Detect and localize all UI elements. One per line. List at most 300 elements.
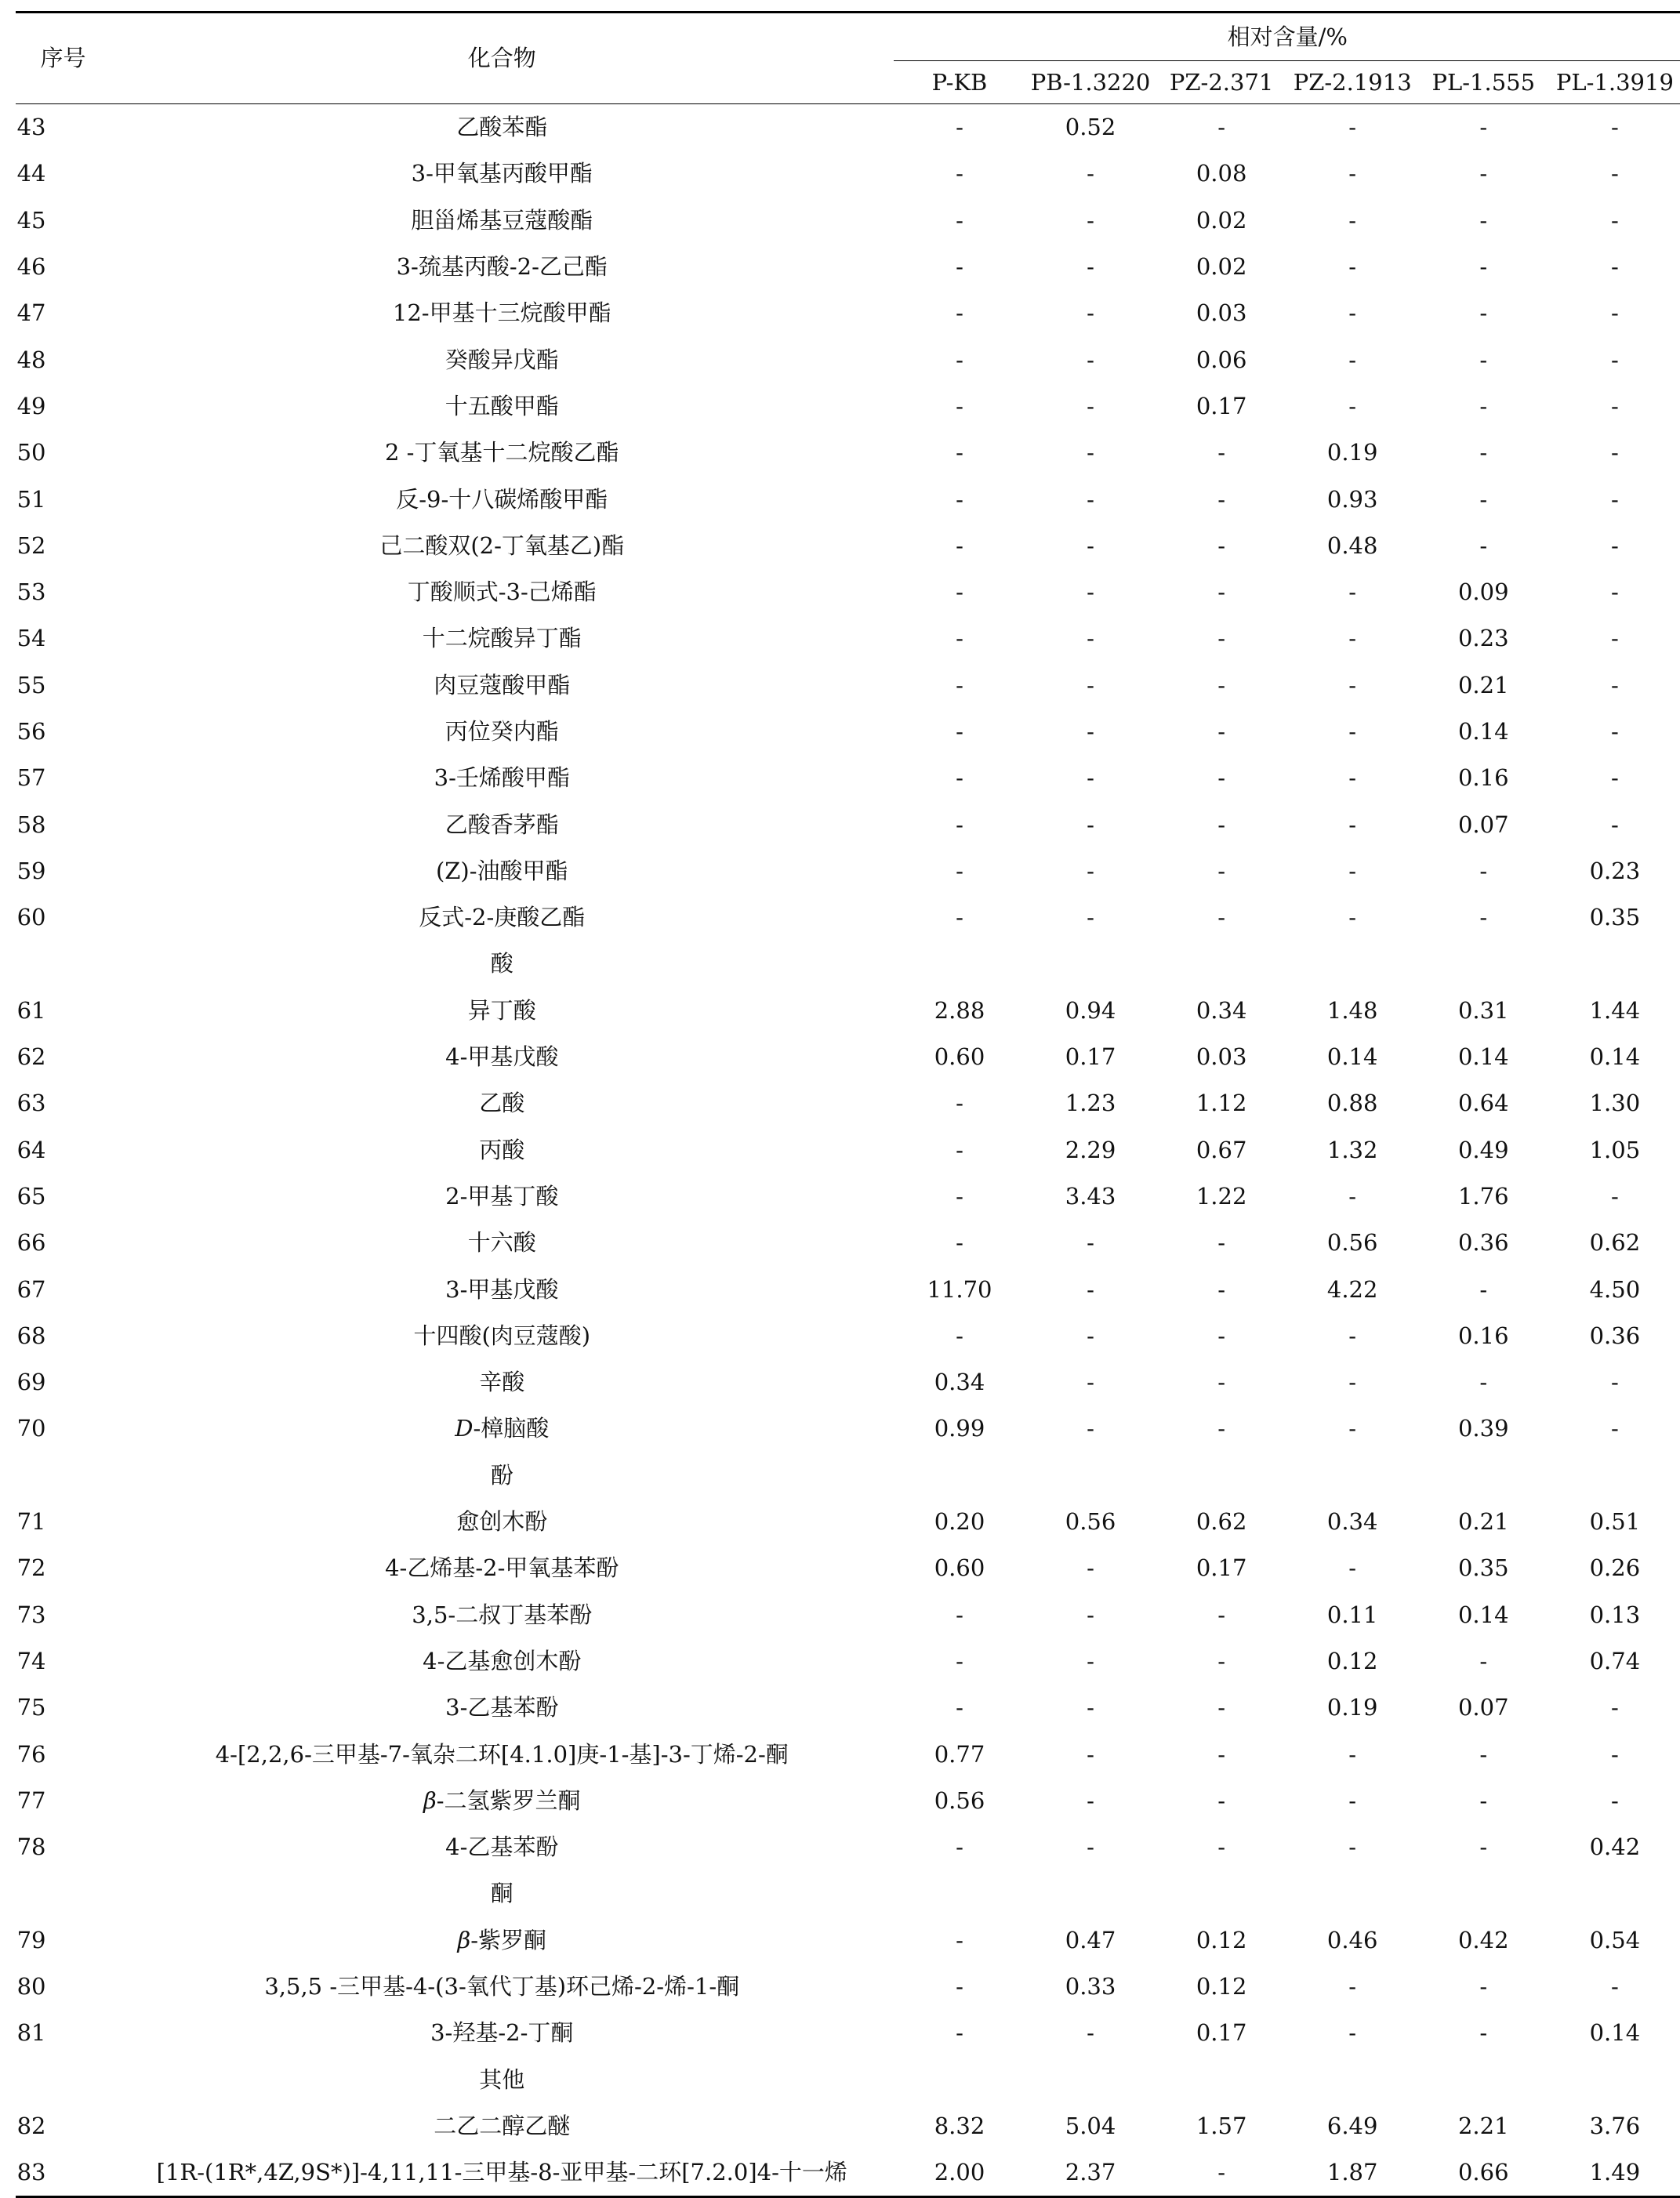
category-row-empty (1025, 2056, 1156, 2102)
content-value: - (1479, 1786, 1488, 1814)
content-value: 4.50 (1589, 1275, 1641, 1303)
content-value: 0.88 (1326, 1090, 1378, 1117)
content-value: 0.66 (1418, 2149, 1549, 2197)
compound-name: 2 -丁氧基十二烷酸乙酯 (385, 439, 619, 466)
category-row-no (16, 1453, 110, 1499)
content-value: 1.30 (1589, 1090, 1641, 1117)
category-row (16, 1870, 1680, 1917)
content-value: - (1087, 671, 1094, 698)
content-value: - (1087, 253, 1094, 281)
row-number: 70 (16, 1415, 46, 1442)
content-value: - (1479, 299, 1488, 327)
content-value: - (1348, 253, 1357, 281)
row-number: 48 (16, 346, 46, 373)
content-value: 0.42 (1457, 1926, 1509, 1953)
compound-content-table (16, 11, 1680, 2198)
content-value: - (956, 392, 963, 419)
compound-name: 愈创木酚 (456, 1508, 548, 1536)
content-value: 0.20 (934, 1508, 985, 1536)
content-value: 1.48 (1326, 996, 1378, 1024)
content-value: - (1087, 2019, 1094, 2047)
compound-name: 3-羟基-2-丁酮 (430, 2019, 574, 2047)
content-value: - (956, 718, 963, 745)
row-number: 66 (16, 1229, 46, 1257)
content-value: - (1348, 160, 1357, 187)
content-value: 0.26 (1589, 1554, 1641, 1582)
compound-name: 十五酸甲酯 (444, 392, 559, 419)
compound-name: 4-乙基愈创木酚 (423, 1647, 582, 1674)
content-value: - (1087, 1647, 1094, 1674)
content-value: - (1348, 671, 1357, 698)
content-value: - (1348, 764, 1357, 792)
row-number: 43 (16, 114, 46, 141)
row-number: 65 (16, 1182, 46, 1210)
row-number: 77 (16, 1786, 46, 1814)
content-value: - (1610, 206, 1619, 234)
content-value: 0.16 (1457, 1322, 1509, 1349)
content-value: - (1610, 114, 1619, 141)
content-value: 0.77 (934, 1740, 985, 1768)
content-value: 0.17 (1196, 2019, 1247, 2047)
content-value: - (1087, 764, 1094, 792)
content-value: - (1217, 811, 1226, 838)
content-value: 0.94 (1065, 996, 1116, 1024)
table-row (16, 430, 1680, 476)
compound-name: 乙酸 (479, 1090, 525, 1117)
table-row (16, 1266, 1680, 1312)
category-row-empty (1418, 1453, 1549, 1499)
content-value: 0.74 (1589, 1647, 1641, 1674)
content-value: - (1087, 625, 1094, 652)
compound-name: 癸酸异戊酯 (444, 346, 559, 373)
content-value: - (1610, 1740, 1619, 1768)
content-value: 0.56 (934, 1786, 985, 1814)
content-value: 0.08 (1196, 160, 1247, 187)
content-value: - (1087, 439, 1094, 466)
category-row-empty (1025, 941, 1156, 987)
content-value: 1.49 (1549, 2149, 1680, 2197)
content-value: 1.22 (1196, 1182, 1247, 1210)
content-value: 0.12 (1326, 1647, 1378, 1674)
content-value: 11.70 (927, 1275, 992, 1303)
category-row-empty (1287, 2056, 1418, 2102)
compound-name: 反式-2-庚酸乙酯 (419, 904, 586, 931)
row-number: 71 (16, 1508, 46, 1536)
content-value: 0.21 (1457, 671, 1509, 698)
table-row (16, 336, 1680, 383)
header-relative-content: 相对含量/% (894, 13, 1680, 61)
content-value: - (1087, 718, 1094, 745)
content-value: - (956, 299, 963, 327)
content-value: 0.34 (1196, 996, 1247, 1024)
compound-name: 辛酸 (479, 1369, 525, 1396)
content-value: 0.14 (1589, 1043, 1641, 1071)
content-value: - (1479, 206, 1488, 234)
content-value: 5.04 (1065, 2112, 1116, 2139)
content-value: - (1217, 1601, 1226, 1628)
category-row-empty (894, 1870, 1025, 1917)
content-value: - (956, 1090, 963, 1117)
content-value: 0.60 (934, 1043, 985, 1071)
content-value: 0.67 (1196, 1136, 1247, 1163)
content-value: 0.48 (1326, 531, 1378, 559)
compound-name-prefix: β (457, 1926, 471, 1953)
row-number: 82 (16, 2112, 46, 2139)
content-value: 0.99 (934, 1415, 985, 1442)
content-value: - (1087, 1554, 1094, 1582)
content-value: - (956, 1182, 963, 1210)
content-value: - (1087, 1322, 1094, 1349)
content-value: - (1348, 1554, 1357, 1582)
content-value: - (1610, 253, 1619, 281)
table-row (16, 709, 1680, 755)
content-value: - (1348, 625, 1357, 652)
row-number: 75 (16, 1694, 46, 1721)
row-number: 58 (16, 811, 46, 838)
content-value: 2.21 (1457, 2112, 1509, 2139)
content-value: - (1217, 114, 1226, 141)
header-col-p-kb: P-KB (894, 61, 1025, 104)
category-row-empty (1549, 1870, 1680, 1917)
content-value: - (1087, 392, 1094, 419)
table-row (16, 1173, 1680, 1220)
content-value: - (1087, 1694, 1094, 1721)
content-value: 0.23 (1457, 625, 1509, 652)
category-row-empty (1549, 941, 1680, 987)
content-value: 0.14 (1457, 1043, 1509, 1071)
content-value: - (1610, 718, 1619, 745)
content-value: - (1217, 671, 1226, 698)
content-value: - (1479, 1740, 1488, 1768)
content-value: - (956, 1322, 963, 1349)
content-value: - (1087, 485, 1094, 513)
content-value: 0.14 (1326, 1043, 1378, 1071)
content-value: 8.32 (934, 2112, 985, 2139)
table-row (16, 2103, 1680, 2149)
content-value: - (956, 1647, 963, 1674)
category-label: 其他 (479, 2066, 525, 2093)
category-label: 酚 (490, 1461, 513, 1489)
content-value: - (1348, 857, 1357, 884)
content-value: - (1217, 1694, 1226, 1721)
table-row (16, 615, 1680, 662)
content-value: - (1217, 718, 1226, 745)
compound-name: 肉豆蔻酸甲酯 (434, 671, 571, 698)
compound-name: 4-甲基戊酸 (445, 1043, 559, 1071)
content-value: - (1479, 2019, 1488, 2047)
content-value: 0.51 (1589, 1508, 1641, 1536)
row-number: 55 (16, 671, 46, 698)
row-number: 56 (16, 718, 46, 745)
compound-name: 12-甲基十三烷酸甲酯 (392, 299, 611, 327)
table-row (16, 801, 1680, 847)
content-value: - (956, 1833, 963, 1861)
content-value: - (1087, 299, 1094, 327)
table-row (16, 151, 1680, 197)
content-value: 1.57 (1196, 2112, 1247, 2139)
compound-name: 反-9-十八碳烯酸甲酯 (396, 485, 608, 513)
content-value: 2.00 (894, 2149, 1025, 2197)
category-row-empty (1287, 1870, 1418, 1917)
compound-name: 3,5-二叔丁基苯酚 (412, 1601, 593, 1628)
compound-name (110, 1405, 894, 1452)
content-value: - (1217, 904, 1226, 931)
row-number: 61 (16, 996, 46, 1024)
header-col-pz-2-371: PZ-2.371 (1156, 61, 1287, 104)
row-number: 62 (16, 1043, 46, 1071)
table-row (16, 290, 1680, 336)
category-row-empty (1549, 1453, 1680, 1499)
content-value: 0.14 (1589, 2019, 1641, 2047)
table-row (16, 198, 1680, 244)
content-value: 0.36 (1457, 1229, 1509, 1257)
content-value: - (1087, 904, 1094, 931)
content-value: - (1610, 439, 1619, 466)
content-value: - (1348, 206, 1357, 234)
category-row-empty (894, 2056, 1025, 2102)
category-row-empty (1156, 941, 1287, 987)
category-label: 酸 (490, 950, 513, 977)
content-value: - (1479, 1833, 1488, 1861)
content-value: - (1610, 392, 1619, 419)
content-value: - (1217, 439, 1226, 466)
table-row (16, 1220, 1680, 1266)
content-value: - (1087, 531, 1094, 559)
content-value: 1.23 (1065, 1090, 1116, 1117)
table-row (16, 476, 1680, 522)
row-number: 44 (16, 160, 46, 187)
header-compound: 化合物 (110, 13, 894, 104)
content-value: 0.42 (1589, 1833, 1641, 1861)
content-value: - (1610, 1786, 1619, 1814)
compound-name: 异丁酸 (467, 996, 536, 1024)
content-value: - (956, 671, 963, 698)
category-row-no (16, 941, 110, 987)
content-value: - (1217, 1833, 1226, 1861)
compound-name: 3-甲氧基丙酸甲酯 (411, 160, 593, 187)
content-value: - (956, 625, 963, 652)
content-value: - (1348, 1786, 1357, 1814)
compound-name: 二乙二醇乙醚 (434, 2112, 571, 2139)
content-value: - (1348, 299, 1357, 327)
content-value: - (1610, 811, 1619, 838)
content-value: 1.12 (1196, 1090, 1247, 1117)
category-row-empty (1025, 1453, 1156, 1499)
content-value: 6.49 (1326, 2112, 1378, 2139)
row-number: 74 (16, 1647, 46, 1674)
category-row-empty (1418, 941, 1549, 987)
content-value: - (1479, 1973, 1488, 2000)
content-value: 1.32 (1326, 1136, 1378, 1163)
row-number: 46 (16, 253, 46, 281)
content-value: 0.60 (934, 1554, 985, 1582)
content-value: - (1348, 1322, 1357, 1349)
content-value: 0.17 (1065, 1043, 1116, 1071)
compound-name: [1R-(1R*,4Z,9S*)]-4,11,11-三甲基-8-亚甲基-二环[7.2.0]4-十一烯 (110, 2149, 894, 2197)
table-row (16, 104, 1680, 151)
content-value: 0.33 (1065, 1973, 1116, 2000)
content-value: 0.06 (1196, 346, 1247, 373)
content-value: - (956, 764, 963, 792)
content-value: - (1348, 114, 1357, 141)
content-value: - (1610, 671, 1619, 698)
content-value: - (1479, 857, 1488, 884)
compound-name: 4-乙基苯酚 (445, 1833, 559, 1861)
content-value: 4.22 (1326, 1275, 1378, 1303)
content-value: 0.39 (1457, 1415, 1509, 1442)
content-value: - (1479, 531, 1488, 559)
compound-name: 3-甲基戊酸 (445, 1275, 559, 1303)
content-value: - (956, 485, 963, 513)
content-value: - (1479, 1275, 1488, 1303)
content-value: - (1348, 2019, 1357, 2047)
content-value: - (1217, 1786, 1226, 1814)
content-value: - (1217, 1740, 1226, 1768)
compound-name: 乙酸苯酯 (456, 114, 548, 141)
compound-name (110, 1778, 894, 1824)
content-value: - (1610, 764, 1619, 792)
header-col-pb-1-3220: PB-1.3220 (1025, 61, 1156, 104)
category-row-no (16, 1870, 110, 1917)
content-value: 0.47 (1065, 1926, 1116, 1953)
content-value: 0.46 (1326, 1926, 1378, 1953)
category-row (16, 1453, 1680, 1499)
row-number: 63 (16, 1090, 46, 1117)
row-number: 68 (16, 1322, 46, 1349)
row-number: 59 (16, 857, 46, 884)
category-label: 酮 (490, 1880, 513, 1907)
table-row (16, 1824, 1680, 1870)
content-value: 0.16 (1457, 764, 1509, 792)
content-value: - (1610, 299, 1619, 327)
compound-name: 4-[2,2,6-三甲基-7-氧杂二环[4.1.0]庚-1-基]-3-丁烯-2-酮 (215, 1740, 789, 1768)
content-value: 0.36 (1589, 1322, 1641, 1349)
content-value: - (1217, 764, 1226, 792)
category-row-empty (894, 941, 1025, 987)
content-value: - (1479, 439, 1488, 466)
content-value: - (956, 206, 963, 234)
content-value: - (1217, 485, 1226, 513)
compound-name (110, 1917, 894, 1964)
row-number: 80 (16, 1973, 46, 2000)
category-row-empty (1156, 2056, 1287, 2102)
content-value: - (1479, 160, 1488, 187)
content-value: - (1217, 857, 1226, 884)
content-value: 0.07 (1457, 1694, 1509, 1721)
content-value: - (1479, 114, 1488, 141)
content-value: - (1087, 1275, 1094, 1303)
row-number: 47 (16, 299, 46, 327)
content-value: - (956, 346, 963, 373)
row-number: 52 (16, 531, 46, 559)
content-value: - (956, 1973, 963, 2000)
content-value: - (1348, 1182, 1357, 1210)
content-value: - (1087, 1369, 1094, 1396)
content-value: 2.29 (1065, 1136, 1116, 1163)
content-value: 0.09 (1457, 579, 1509, 606)
table-row (16, 848, 1680, 894)
content-value: - (956, 1136, 963, 1163)
content-value: 0.56 (1326, 1229, 1378, 1257)
row-number: 69 (16, 1369, 46, 1396)
header-no: 序号 (16, 13, 110, 104)
row-number: 72 (16, 1554, 46, 1582)
table-row (16, 569, 1680, 615)
table-row (16, 1127, 1680, 1173)
content-value: 0.17 (1196, 1554, 1247, 1582)
table-row (16, 383, 1680, 430)
row-number: 76 (16, 1740, 46, 1768)
row-number: 64 (16, 1136, 46, 1163)
category-row-empty (1287, 1453, 1418, 1499)
content-value: - (1087, 346, 1094, 373)
category-row-no (16, 2056, 110, 2102)
content-value: - (1348, 1369, 1357, 1396)
content-value: - (956, 439, 963, 466)
content-value: - (1217, 625, 1226, 652)
content-value: 0.49 (1457, 1136, 1509, 1163)
content-value: - (1479, 1647, 1488, 1674)
compound-name: 己二酸双(2-丁氧基乙)酯 (379, 531, 625, 559)
content-value: - (956, 1229, 963, 1257)
header-col-pz-2-1913: PZ-2.1913 (1287, 61, 1418, 104)
content-value: - (1217, 1647, 1226, 1674)
content-value: - (1479, 392, 1488, 419)
content-value: - (1610, 579, 1619, 606)
compound-name: 十四酸(肉豆蔻酸) (413, 1322, 591, 1349)
table-body (16, 104, 1680, 2197)
content-value: 0.19 (1326, 1694, 1378, 1721)
row-number: 45 (16, 206, 46, 234)
table-row (16, 1080, 1680, 1126)
table-row (16, 1405, 1680, 1452)
content-value: - (1087, 1601, 1094, 1628)
content-value: 0.35 (1589, 904, 1641, 931)
content-value: 0.03 (1196, 1043, 1247, 1071)
table-row (16, 1964, 1680, 2010)
row-number: 81 (16, 2019, 46, 2047)
compound-name-prefix: β (423, 1786, 437, 1814)
table-row (16, 1359, 1680, 1405)
table-row (16, 755, 1680, 801)
content-value: 0.34 (1326, 1508, 1378, 1536)
compound-name-prefix: D (455, 1415, 474, 1442)
table-row (16, 1778, 1680, 1824)
content-value: - (956, 114, 963, 141)
content-value: - (1610, 531, 1619, 559)
content-value: - (956, 1926, 963, 1953)
header-col-pl-1-555: PL-1.555 (1418, 61, 1549, 104)
content-value: - (1348, 579, 1357, 606)
content-value: - (1610, 1694, 1619, 1721)
content-value: - (1217, 1275, 1226, 1303)
row-number: 78 (16, 1833, 46, 1861)
category-row (16, 2056, 1680, 2102)
content-value: - (1217, 1229, 1226, 1257)
compound-name: 丙酸 (479, 1136, 525, 1163)
content-value: - (1479, 485, 1488, 513)
table-row (16, 1034, 1680, 1080)
compound-name: 胆甾烯基豆蔻酸酯 (411, 206, 593, 234)
content-value: 0.21 (1457, 1508, 1509, 1536)
content-value: - (1087, 160, 1094, 187)
table-row (16, 2149, 1680, 2197)
content-value: 0.62 (1196, 1508, 1247, 1536)
content-value: - (956, 857, 963, 884)
table-row (16, 523, 1680, 569)
compound-name-text: -紫罗酮 (470, 1926, 547, 1953)
content-value: 0.34 (934, 1369, 985, 1396)
